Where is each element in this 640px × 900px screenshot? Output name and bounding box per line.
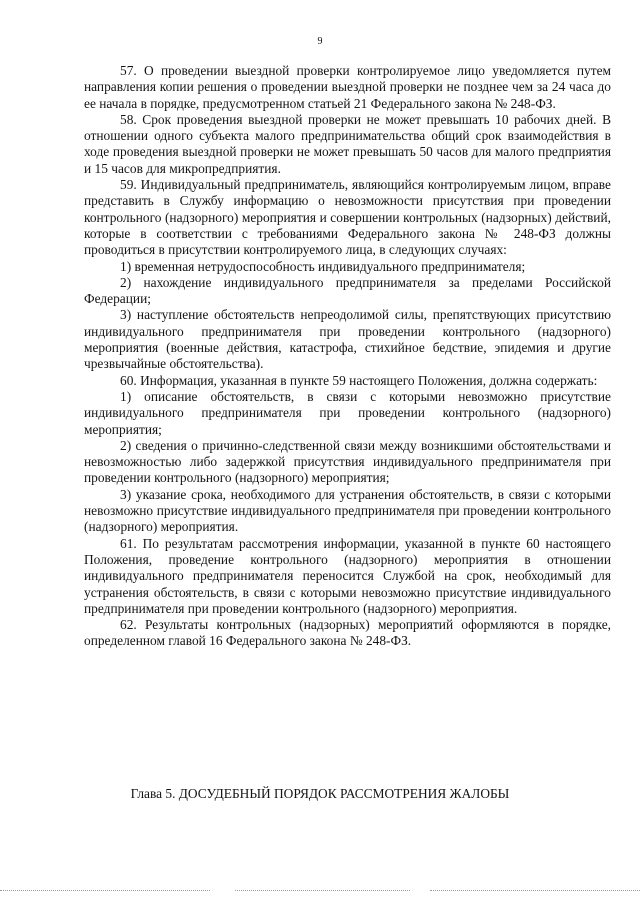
paragraph-61: 61. По результатам рассмотрения информации, указанной в пункте 60 настоящего Положения, проведение контрольного (надзорного) мероприятия в отношении индивидуального предпринимателя переносится Службой на срок, необходимый для устранения обстоятельств, в связи с которыми невозможно присутствие индивидуального предпринимателя при проведении контрольного (надзорного) мероприятия. [84,535,611,616]
paragraph-60-item-2: 2) сведения о причинно-следственной связи между возникшими обстоятельствами и невозможностью либо задержкой присутствия индивидуального предпринимателя при проведении контрольного (надзорного) мероприятия; [84,437,611,486]
paragraph-60-item-3: 3) указание срока, необходимого для устранения обстоятельств, в связи с которыми невозможно присутствие индивидуального предпринимателя при проведении контрольного (надзорного) мероприятия. [84,486,611,535]
paragraph-62: 62. Результаты контрольных (надзорных) мероприятий оформляются в порядке, определенном главой 16 Федерального закона № 248-ФЗ. [84,617,611,649]
paragraph-57: 57. О проведении выездной проверки контролируемое лицо уведомляется путем направления копии решения о проведении выездной проверки не позднее чем за 24 часа до ее начала в порядке, предусмотренном статьей 21 Федерального закона № 248-ФЗ. [84,63,611,111]
paragraph-60: 60. Информация, указанная в пункте 59 настоящего Положения, должна содержать: [120,372,598,388]
paragraph-59: 59. Индивидуальный предприниматель, являющийся контролируемым лицом, вправе представить в Службу информацию о невозможности присутствия при проведении контрольного (надзорного) мероприятия и совершении контрольных (надзорных) действий, которые в соответствии с требованиями Федерального закона № 248-ФЗ должны проводиться в присутствии контролируемого лица, в следующих случаях: [84,177,611,258]
paragraph-60-item-1: 1) описание обстоятельств, в связи с которыми невозможно присутствие индивидуального предпринимателя при проведении контрольного (надзорного) мероприятия; [84,388,611,437]
paragraph-59-item-1: 1) временная нетрудоспособность индивидуального предпринимателя; [120,258,526,274]
footer-divider-right [430,890,640,891]
footer-divider-center [235,890,410,891]
page-number: 9 [317,36,323,47]
chapter-heading: Глава 5. ДОСУДЕБНЫЙ ПОРЯДОК РАССМОТРЕНИЯ ЖАЛОБЫ [130,786,510,801]
footer-divider-left [0,890,210,891]
document-body [84,63,611,650]
paragraph-59-item-3: 3) наступление обстоятельств непреодолимой силы, препятствующих присутствию индивидуального предпринимателя при проведении контрольного (надзорного) мероприятия (военные действия, катастрофа, стихийное бедствие, эпидемия и другие чрезвычайные обстоятельства). [84,307,611,372]
paragraph-59-item-2: 2) нахождение индивидуального предпринимателя за пределами Российской Федерации; [84,274,611,307]
paragraph-58: 58. Срок проведения выездной проверки не может превышать 10 рабочих дней. В отношении одного субъекта малого предпринимательства общий срок взаимодействия в ходе проведения выездной проверки не может превышать 50 часов для малого предприятия и 15 часов для микропредприятия. [84,111,611,176]
